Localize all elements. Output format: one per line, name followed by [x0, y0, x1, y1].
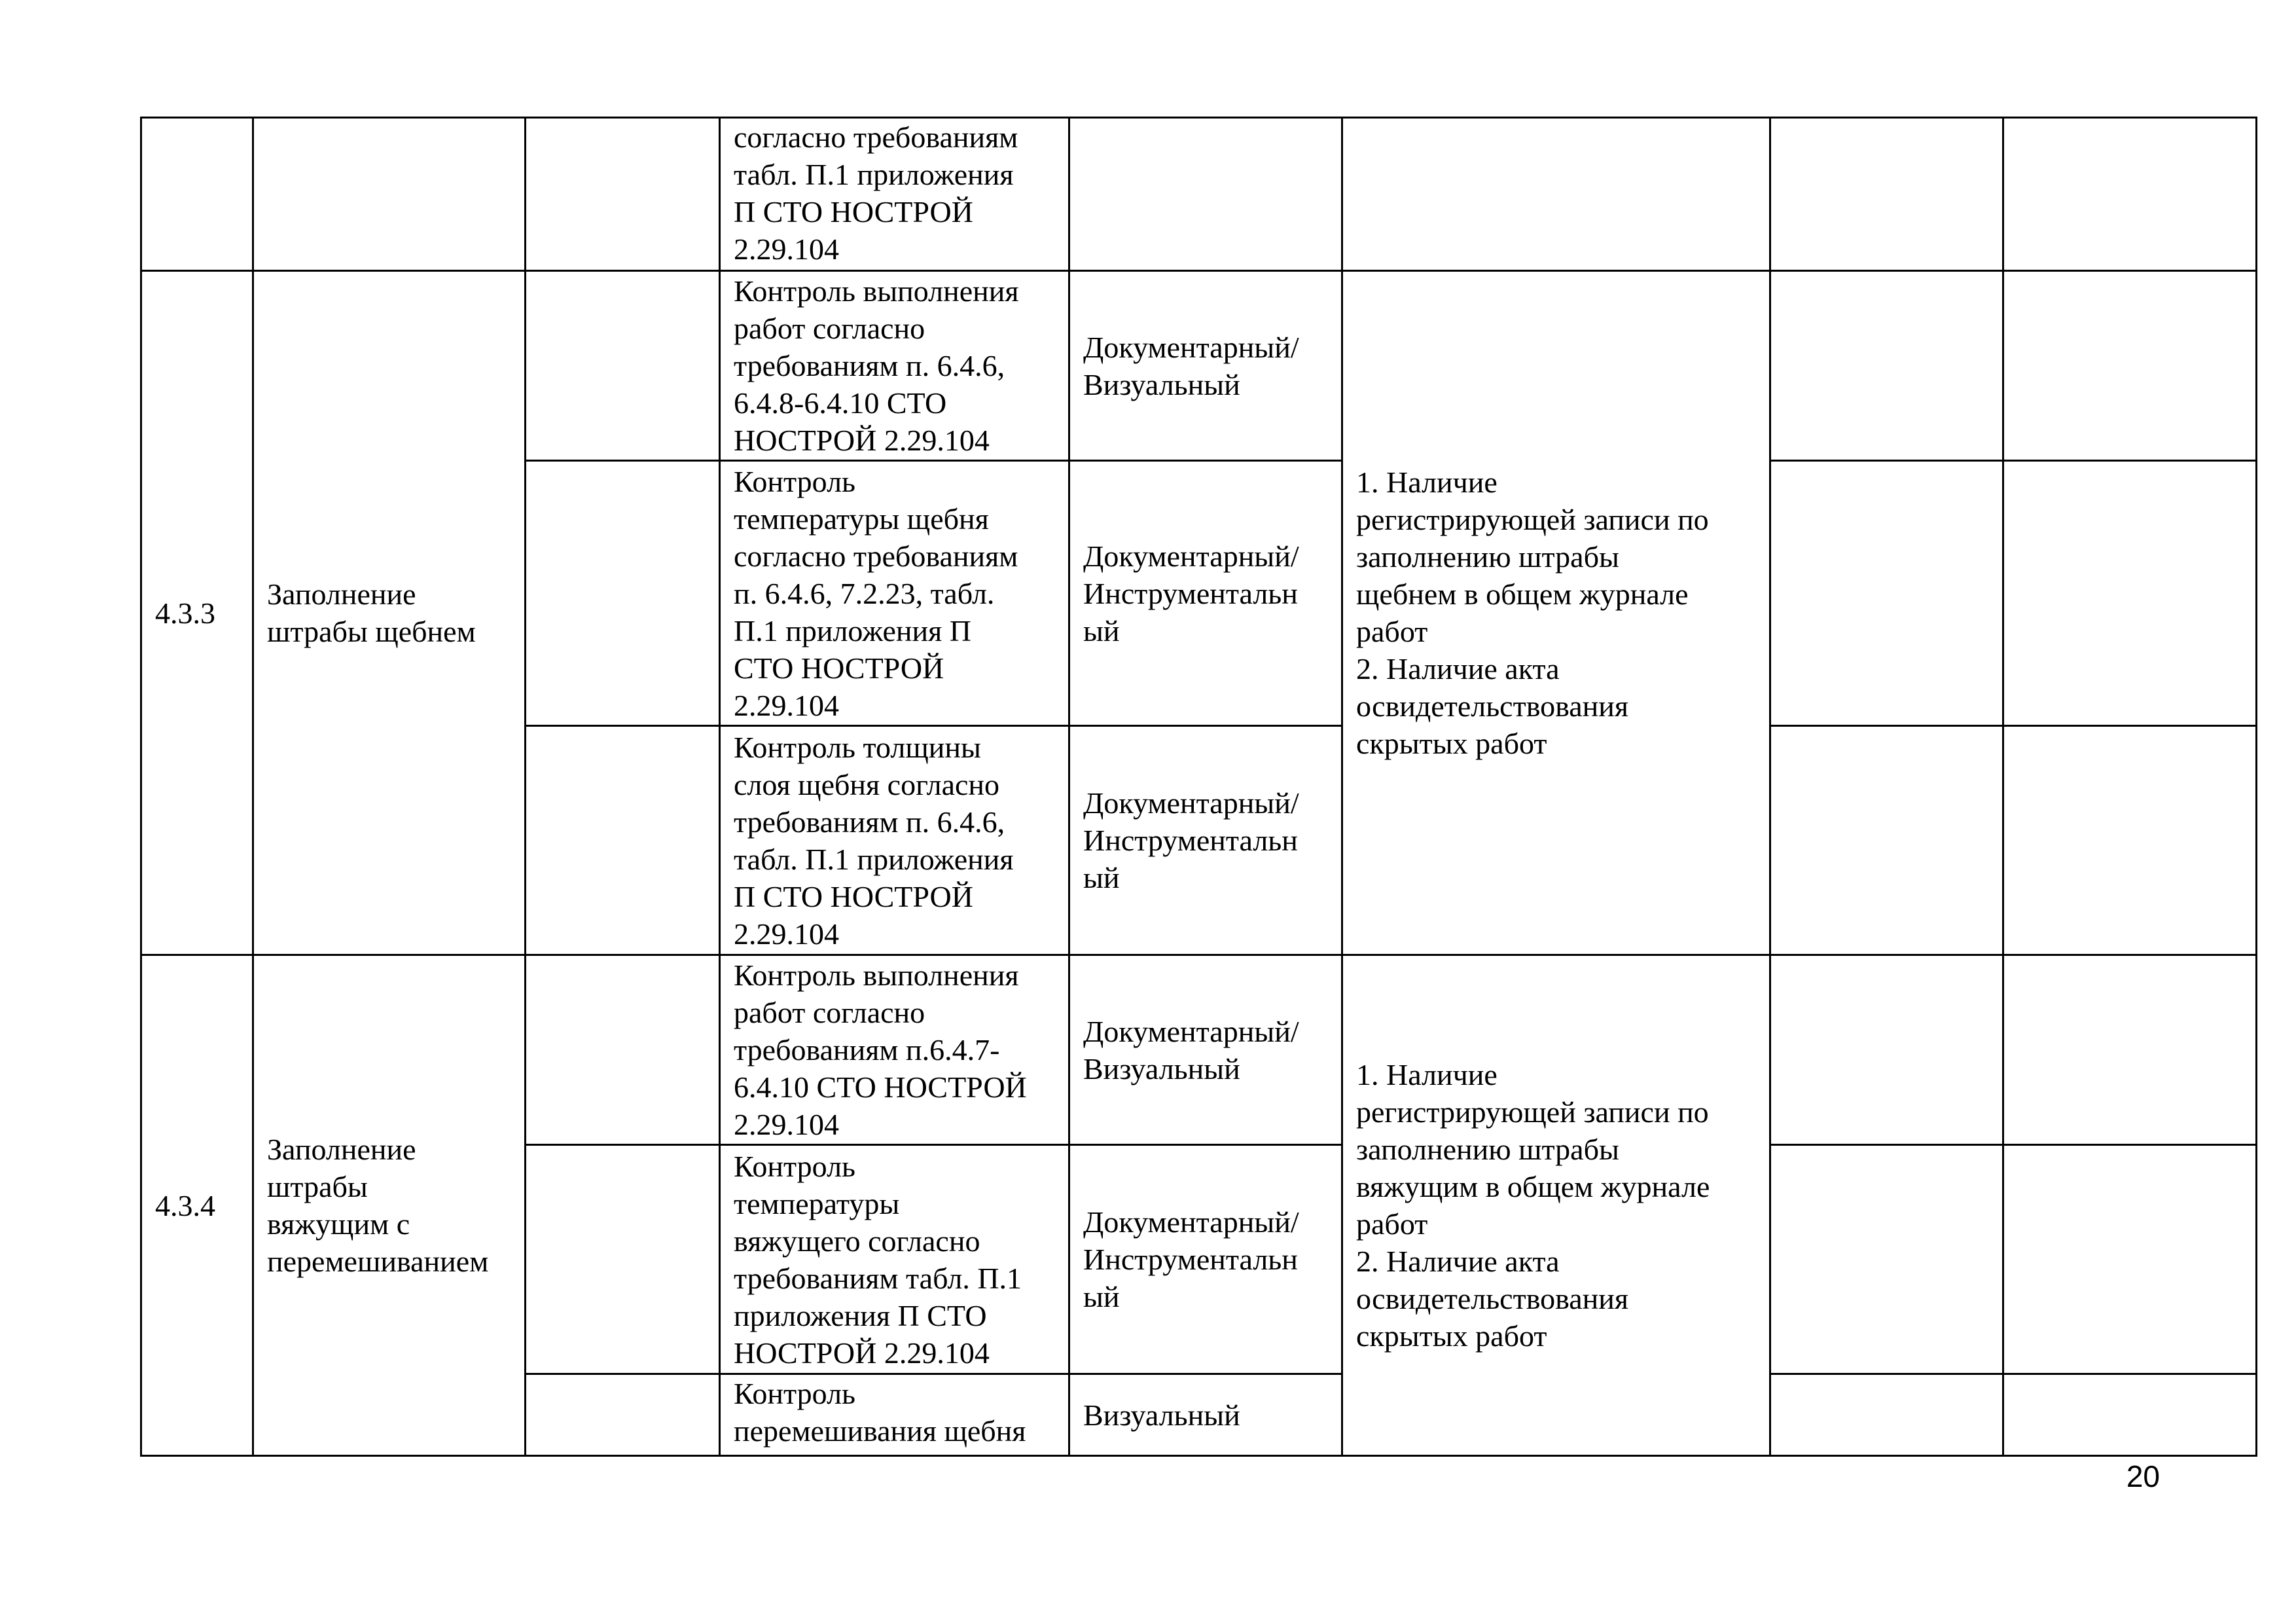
empty-cell	[526, 461, 720, 726]
empty-cell	[1770, 271, 2003, 461]
method-cell: Документарный/ Инструментальн ый	[1069, 461, 1342, 726]
empty-cell	[1770, 1145, 2003, 1374]
empty-cell	[526, 726, 720, 955]
item-number-cell: 4.3.4	[141, 955, 253, 1456]
requirement-cell: Контроль температуры вяжущего согласно требованиям табл. П.1 приложения П СТО НОСТРОЙ 2.29.104	[720, 1145, 1069, 1374]
work-name-cell	[253, 118, 526, 271]
table-row	[141, 271, 2257, 461]
item-number-cell: 4.3.3	[141, 271, 253, 955]
empty-cell	[2003, 1145, 2257, 1374]
method-cell: Документарный/ Визуальный	[1069, 271, 1342, 461]
table-row	[141, 955, 2257, 1145]
results-cell: 1. Наличие регистрирующей записи по заполнению штрабы щебнем в общем журнале работ 2. Наличие акта освидетельствования скрытых работ	[1342, 271, 1770, 955]
method-cell: Документарный/ Инструментальн ый	[1069, 726, 1342, 955]
method-cell	[1069, 118, 1342, 271]
empty-cell	[1770, 726, 2003, 955]
empty-cell	[1770, 955, 2003, 1145]
results-cell	[1342, 118, 1770, 271]
empty-cell	[526, 271, 720, 461]
empty-cell	[2003, 271, 2257, 461]
empty-cell	[2003, 1374, 2257, 1456]
requirement-cell: согласно требованиям табл. П.1 приложения П СТО НОСТРОЙ 2.29.104	[720, 118, 1069, 271]
requirement-cell: Контроль перемешивания щебня	[720, 1374, 1069, 1456]
empty-cell	[1770, 1374, 2003, 1456]
empty-cell	[2003, 461, 2257, 726]
empty-cell	[2003, 955, 2257, 1145]
work-name-cell: Заполнение штрабы вяжущим с перемешиванием	[253, 955, 526, 1456]
page-number: 20	[2126, 1459, 2160, 1493]
empty-cell	[526, 1374, 720, 1456]
table-row	[141, 118, 2257, 271]
method-cell: Документарный/ Инструментальн ый	[1069, 1145, 1342, 1374]
empty-cell	[526, 955, 720, 1145]
empty-cell	[2003, 118, 2257, 271]
requirement-cell: Контроль температуры щебня согласно требованиям п. 6.4.6, 7.2.23, табл. П.1 приложения П СТО НОСТРОЙ 2.29.104	[720, 461, 1069, 726]
requirement-cell: Контроль выполнения работ согласно требованиям п.6.4.7- 6.4.10 СТО НОСТРОЙ 2.29.104	[720, 955, 1069, 1145]
requirement-cell: Контроль толщины слоя щебня согласно требованиям п. 6.4.6, табл. П.1 приложения П СТО НОСТРОЙ 2.29.104	[720, 726, 1069, 955]
results-cell: 1. Наличие регистрирующей записи по заполнению штрабы вяжущим в общем журнале работ 2. Наличие акта освидетельствования скрытых работ	[1342, 955, 1770, 1456]
empty-cell	[1770, 461, 2003, 726]
empty-cell	[1770, 118, 2003, 271]
work-name-cell: Заполнение штрабы щебнем	[253, 271, 526, 955]
item-number-cell	[141, 118, 253, 271]
method-cell: Визуальный	[1069, 1374, 1342, 1456]
quality-control-table	[140, 117, 2257, 1457]
method-cell: Документарный/ Визуальный	[1069, 955, 1342, 1145]
empty-cell	[526, 118, 720, 271]
requirement-cell: Контроль выполнения работ согласно требованиям п. 6.4.6, 6.4.8-6.4.10 СТО НОСТРОЙ 2.29.104	[720, 271, 1069, 461]
empty-cell	[526, 1145, 720, 1374]
empty-cell	[2003, 726, 2257, 955]
